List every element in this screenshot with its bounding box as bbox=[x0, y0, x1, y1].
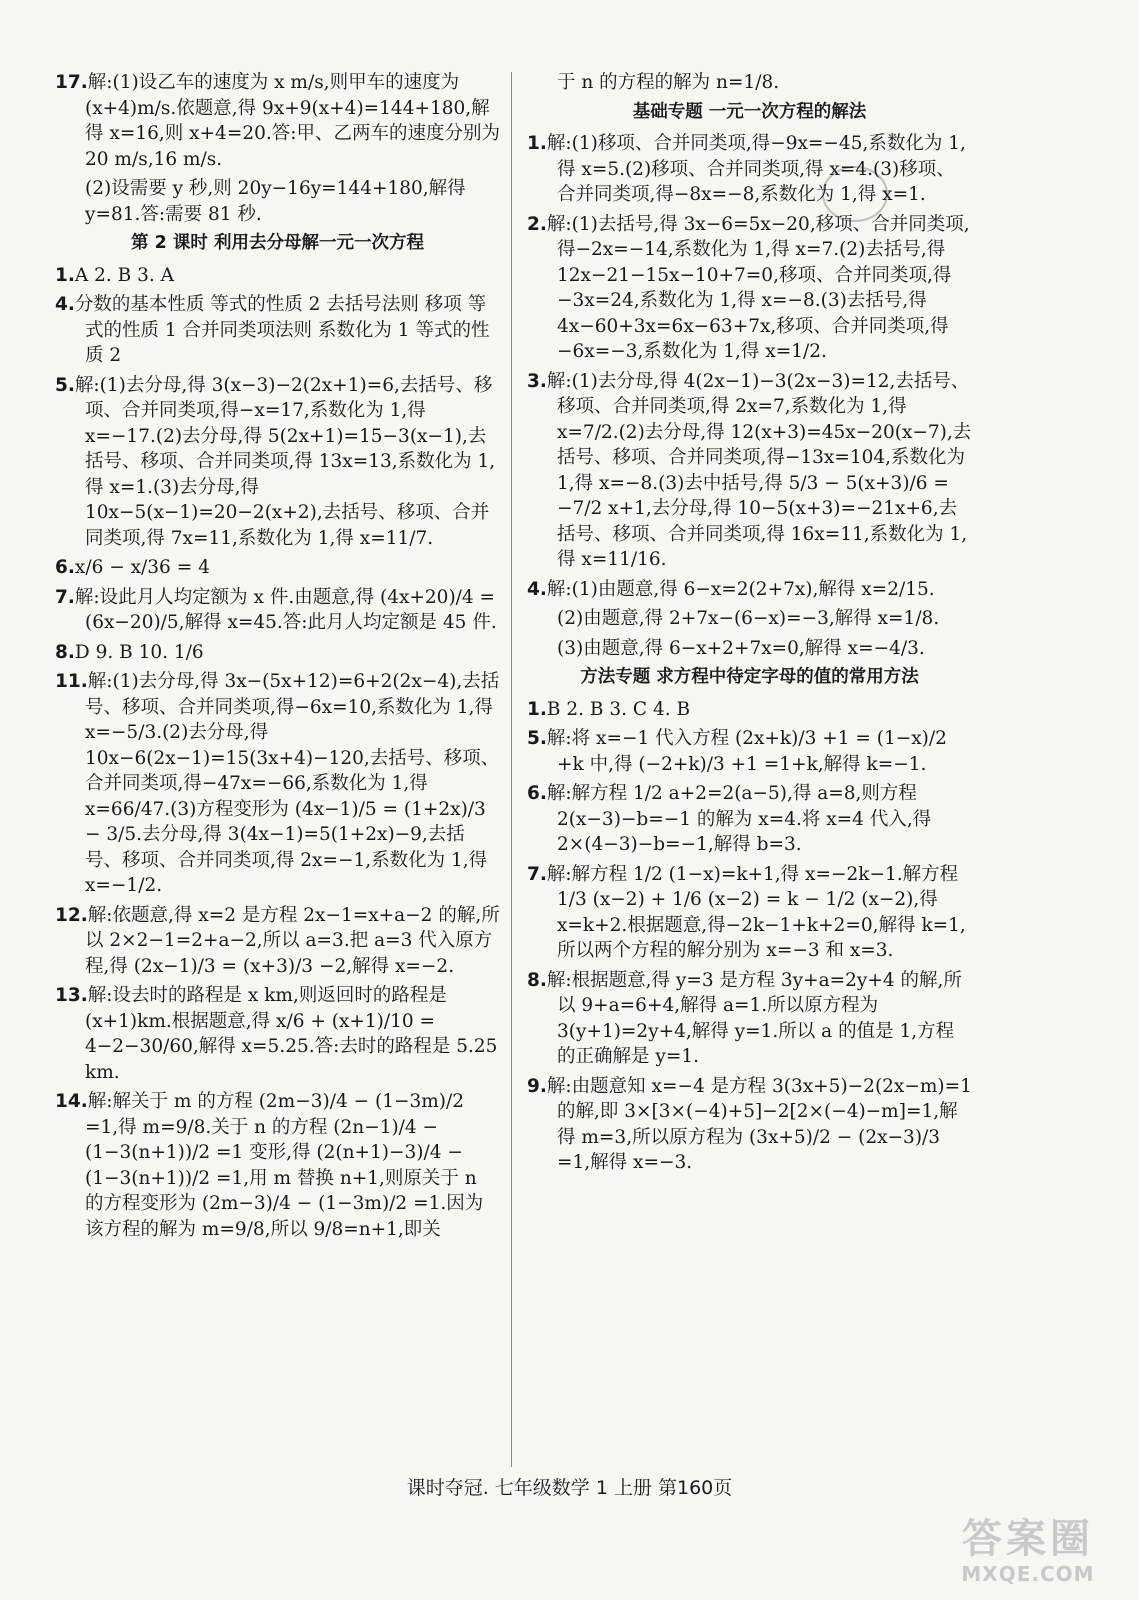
answer-item bbox=[527, 577, 972, 603]
question-number: 4. bbox=[527, 578, 547, 600]
question-number: 4. bbox=[55, 294, 75, 315]
answer-text: 于 n 的方程的解为 n=1/8. bbox=[557, 72, 780, 93]
answer-item bbox=[55, 903, 500, 980]
answer-text: 解:由题意知 x=−4 是方程 3(3x+5)−2(2x−m)=1 的解,即 3×[3×(−4)+5]−2[2×(−4)−m]=1,解得 m=3,所以原方程为 (3x+5)/2 − (2x−3)/3 =1,解得 x=−3. bbox=[546, 1075, 972, 1173]
page-footer: 课时夺冠. 七年级数学 1 上册 第160页 bbox=[406, 1477, 733, 1499]
question-number: 1. bbox=[527, 133, 547, 154]
answer-item bbox=[527, 726, 972, 777]
answer-item bbox=[55, 176, 500, 227]
question-number: 17. bbox=[55, 72, 88, 93]
answer-item bbox=[527, 968, 972, 1070]
answer-text: 解:根据题意,得 y=3 是方程 3y+a=2y+4 的解,所以 9+a=6+4,解得 a=1.所以原方程为 3(y+1)=2y+4,解得 y=1.所以 a 的值是 1,方程的正确解是 y=1. bbox=[546, 969, 962, 1067]
answer-text: (2)由题意,得 2+7x−(6−x)=−3,解得 x=1/8. bbox=[557, 608, 940, 629]
answer-item bbox=[527, 606, 972, 632]
question-number: 14. bbox=[55, 1091, 88, 1112]
answer-text: A 2. B 3. A bbox=[74, 264, 175, 286]
question-number: 13. bbox=[55, 985, 88, 1006]
answer-text: 解:(1)去分母,得 4(2x−1)−3(2x−3)=12,去括号、移项、合并同类项,得 2x=7,系数化为 1,得 x=7/2.(2)去分母,得 12(x+3)=45x−20(x−7),去括号、移项、合并同类项,得−13x=104,系数化为 1,得 x=−8.(3)去中括号,得 5/3 − 5(x+3)/6 = −7/2 x+1,去分母,得 10−5(x+3)=−21x+6,去括号、移项、合并同类项,得 16x=11,系数化为 1,得 x=11/16. bbox=[546, 370, 972, 570]
question-number: 7. bbox=[55, 586, 75, 608]
answer-item bbox=[55, 70, 500, 172]
question-number: 1. bbox=[527, 698, 547, 720]
answer-text: D 9. B 10. 1/6 bbox=[74, 641, 204, 663]
question-number: 1. bbox=[55, 264, 75, 286]
answer-text: 解:将 x=−1 代入方程 (2x+k)/3 +1 = (1−x)/2 +k 中,得 (−2+k)/3 +1 =1+k,解得 k=−1. bbox=[546, 728, 947, 775]
section-heading: 方法专题 求方程中待定字母的值的常用方法 bbox=[580, 667, 919, 687]
watermark-logo bbox=[933, 1516, 1123, 1596]
answer-item bbox=[527, 70, 972, 96]
column-divider bbox=[511, 72, 512, 1467]
answer-item bbox=[55, 640, 500, 666]
answer-item bbox=[55, 585, 500, 636]
answer-text: 解:(1)去括号,得 3x−6=5x−20,移项、合并同类项,得−2x=−14,系数化为 1,得 x=7.(2)去括号,得 12x−21−15x−10+7=0,移项、合并同类项,得−3x=24,系数化为 1,得 x=−8.(3)去括号,得 4x−60+3x=6x−63+7x,移项、合并同类项,得−6x=−3,系数化为 1,得 x=1/2. bbox=[546, 213, 970, 362]
answer-item bbox=[55, 1089, 500, 1242]
answer-text: x/6 − x/36 = 4 bbox=[74, 557, 210, 578]
answer-text: 解:解关于 m 的方程 (2m−3)/4 − (1−3m)/2 =1,得 m=9/8.关于 n 的方程 (2n−1)/4 − (1−3(n+1))/2 =1 变形,得 (2(n+1)−3)/4 − (1−3(n+1))/2 =1,用 m 替换 n+1,则原关于 n 的方程变形为 (2m−3)/4 − (1−3m)/2 =1.因为该方程的解为 m=9/8,所以 9/8=n+1,即关 bbox=[85, 1091, 484, 1240]
answer-text: 解:设此月人均定额为 x 件.由题意,得 (4x+20)/4 = (6x−20)/5,解得 x=45.答:此月人均定额是 45 件. bbox=[74, 586, 497, 633]
question-number: 8. bbox=[55, 641, 75, 663]
answer-item bbox=[527, 636, 972, 662]
question-number: 3. bbox=[527, 370, 547, 392]
answer-item bbox=[55, 555, 500, 581]
answer-item bbox=[527, 131, 972, 208]
question-number: 2. bbox=[527, 213, 547, 235]
answer-text: 解:解方程 1/2 (1−x)=k+1,得 x=−2k−1.解方程 1/3 (x−2) + 1/6 (x−2) = k − 1/2 (x−2),得 x=k+2.根据题意,得−2k−1+k+2=0,解得 k=1,所以两个方程的解分别为 x=−3 和 x=3. bbox=[546, 863, 966, 961]
answer-item bbox=[527, 212, 972, 365]
answer-text: 解:依题意,得 x=2 是方程 2x−1=x+a−2 的解,所以 2×2−1=2+a−2,所以 a=3.把 a=3 代入原方程,得 (2x−1)/3 = (x+3)/3 −2,解得 x=−2. bbox=[85, 904, 500, 977]
section-heading: 第 2 课时 利用去分母解一元一次方程 bbox=[131, 233, 424, 253]
question-number: 6. bbox=[527, 783, 547, 804]
question-number: 9. bbox=[527, 1075, 547, 1097]
answer-text: 解:(1)由题意,得 6−x=2(2+7x),解得 x=2/15. bbox=[546, 578, 935, 600]
watermark-top: 答案圈 bbox=[962, 1516, 1094, 1562]
answer-item bbox=[527, 697, 972, 723]
answer-item bbox=[55, 669, 500, 899]
answer-text: 解:(1)设乙车的速度为 x m/s,则甲车的速度为(x+4)m/s.依题意,得 9x+9(x+4)=144+180,解得 x=16,则 x+4=20.答:甲、乙两车的速度分别为 20 m/s,16 m/s. bbox=[85, 72, 500, 170]
answer-item bbox=[55, 983, 500, 1085]
question-number: 8. bbox=[527, 969, 547, 991]
answer-text: 解:设去时的路程是 x km,则返回时的路程是(x+1)km.根据题意,得 x/6 + (x+1)/10 = 4−2−30/60,解得 x=5.25.答:去时的路程是 5.25 km. bbox=[85, 985, 498, 1083]
answer-item bbox=[527, 781, 972, 858]
question-number: 12. bbox=[55, 904, 88, 926]
answer-item bbox=[55, 263, 500, 289]
question-number: 5. bbox=[527, 728, 547, 749]
question-number: 5. bbox=[55, 374, 75, 396]
answer-text: 解:(1)移项、合并同类项,得−9x=−45,系数化为 1,得 x=5.(2)移项、合并同类项,得 x=4.(3)移项、合并同类项,得−8x=−8,系数化为 1,得 x=1. bbox=[546, 133, 966, 205]
answer-text: 解:解方程 1/2 a+2=2(a−5),得 a=8,则方程 2(x−3)−b=−1 的解为 x=4.将 x=4 代入,得 2×(4−3)−b=−1,解得 b=3. bbox=[546, 783, 932, 855]
answer-text: B 2. B 3. C 4. B bbox=[546, 698, 691, 720]
question-number: 6. bbox=[55, 557, 75, 578]
left-column bbox=[55, 70, 500, 1246]
section-heading: 基础专题 一元一次方程的解法 bbox=[632, 101, 867, 122]
answer-text: (2)设需要 y 秒,则 20y−16y=144+180,解得 y=81.答:需要 81 秒. bbox=[85, 178, 466, 225]
watermark-bottom: MXQE.COM bbox=[961, 1562, 1095, 1586]
question-number: 7. bbox=[527, 863, 547, 885]
answer-item bbox=[55, 373, 500, 552]
answer-item bbox=[55, 292, 500, 369]
answer-item bbox=[527, 1074, 972, 1176]
answer-text: (3)由题意,得 6−x+2+7x=0,解得 x=−4/3. bbox=[557, 637, 925, 659]
answer-text: 分数的基本性质 等式的性质 2 去括号法则 移项 等式的性质 1 合并同类项法则 系数化为 1 等式的性质 2 bbox=[74, 294, 490, 366]
answer-text: 解:(1)去分母,得 3x−(5x+12)=6+2(2x−4),去括号、移项、合并同类项,得−6x=10,系数化为 1,得 x=−5/3.(2)去分母,得 10x−6(2x−1)=15(3x+4)−120,去括号、移项、合并同类项,得−47x=−66,系数化为 1,得 x=66/47.(3)方程变形为 (4x−1)/5 = (1+2x)/3 − 3/5.去分母,得 3(4x−1)=5(1+2x)−9,去括号、移项、合并同类项,得 2x=−1,系数化为 1,得 x=−1/2. bbox=[85, 671, 500, 896]
answer-text: 解:(1)去分母,得 3(x−3)−2(2x+1)=6,去括号、移项、合并同类项,得−x=17,系数化为 1,得 x=−17.(2)去分母,得 5(2x+1)=15−3(x−1),去括号、移项、合并同类项,得 13x=13,系数化为 1,得 x=1.(3)去分母,得 10x−5(x−1)=20−2(x+2),去括号、移项、合并同类项,得 7x=11,系数化为 1,得 x=11/7. bbox=[74, 374, 496, 549]
answer-item bbox=[527, 862, 972, 964]
answer-item bbox=[527, 369, 972, 573]
right-column bbox=[527, 70, 972, 1180]
question-number: 11. bbox=[55, 671, 88, 692]
